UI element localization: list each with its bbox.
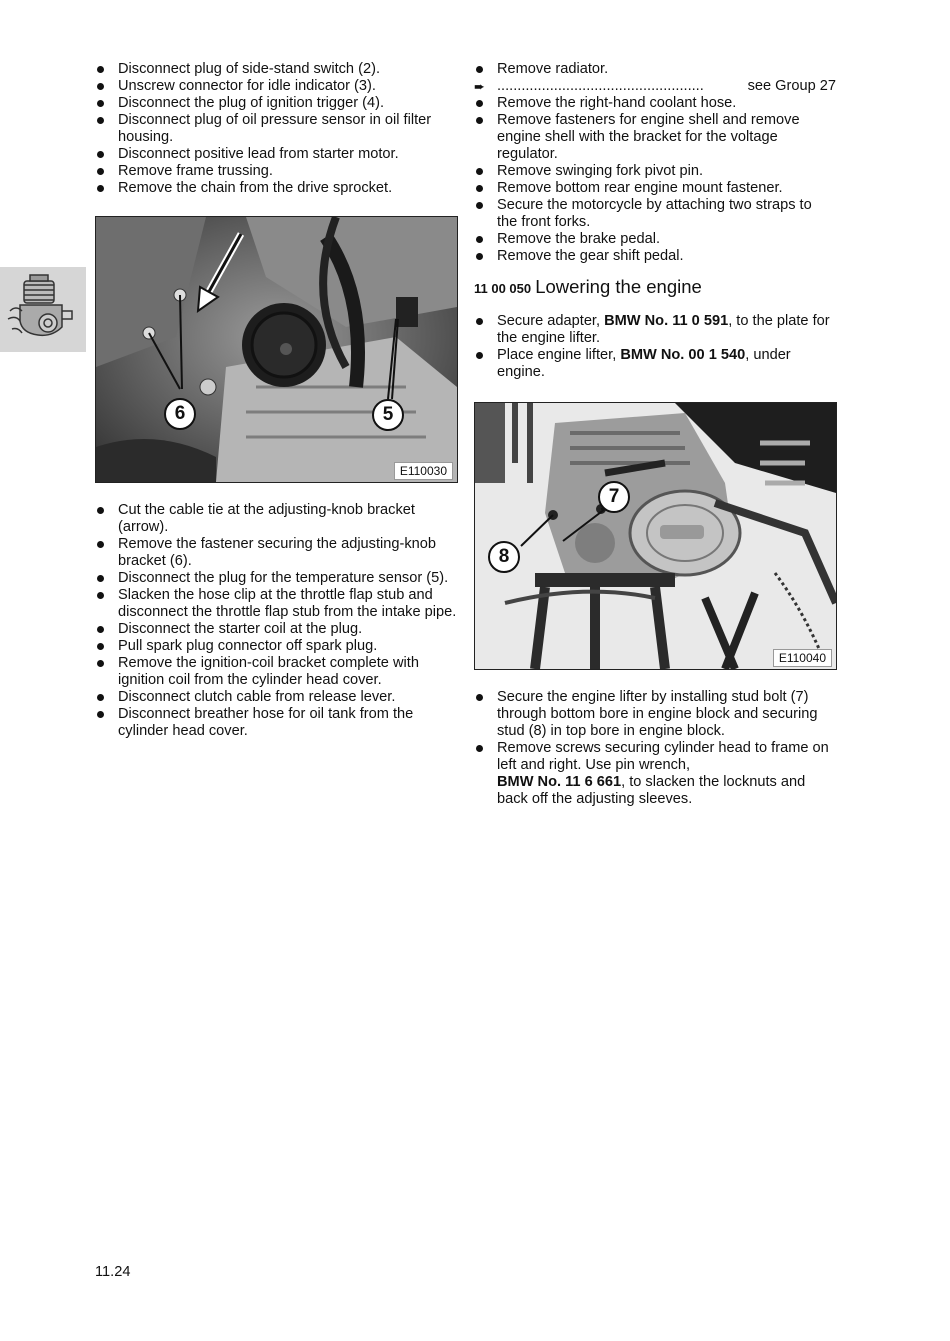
list-item: Remove the fastener securing the adjusting-knob bracket (6). (95, 536, 457, 570)
right-top-step-list (474, 61, 836, 265)
list-item: Remove fasteners for engine shell and remove engine shell with the bracket for the voltage regulator. (474, 112, 836, 163)
list-item: Remove the right-hand coolant hose. (474, 95, 836, 112)
engine-photo-e110040 (474, 402, 837, 670)
reference-dots: ................................................... (497, 78, 704, 94)
list-item: Secure adapter, BMW No. 11 0 591, to the plate for the engine lifter. (474, 313, 836, 347)
list-item: Pull spark plug connector off spark plug. (95, 638, 457, 655)
list-item: Remove the brake pedal. (474, 231, 836, 248)
reference-target: see Group 27 (747, 78, 836, 94)
list-item: Remove the chain from the drive sprocket. (95, 180, 457, 197)
engine-photo-illustration (96, 217, 457, 482)
list-item: Remove the gear shift pedal. (474, 248, 836, 265)
right-column (474, 61, 836, 381)
callout-6: 6 (164, 398, 196, 430)
engine-icon (0, 267, 86, 352)
list-item: Disconnect clutch cable from release lever. (95, 689, 457, 706)
list-item: Remove swinging fork pivot pin. (474, 163, 836, 180)
list-item: Unscrew connector for idle indicator (3). (95, 78, 457, 95)
final-step-list (474, 689, 836, 808)
left-top-step-list (95, 61, 457, 197)
callout-8: 8 (488, 541, 520, 573)
right-bottom-column (474, 689, 836, 808)
chapter-tab (0, 267, 86, 352)
list-item: Disconnect positive lead from starter motor. (95, 146, 457, 163)
callout-7: 7 (598, 481, 630, 513)
part-number: BMW No. 00 1 540 (620, 347, 746, 363)
reference-arrow-icon: ➨ (474, 79, 485, 94)
left-bottom-column (95, 502, 457, 740)
lowering-step-list (474, 313, 836, 381)
list-item: Disconnect the plug for the temperature sensor (5). (95, 570, 457, 587)
list-item: Remove the ignition-coil bracket complete with ignition coil from the cylinder head cover. (95, 655, 457, 689)
list-item: Remove frame trussing. (95, 163, 457, 180)
list-item: Slacken the hose clip at the throttle flap stub and disconnect the throttle flap stub from the intake pipe. (95, 587, 457, 621)
callout-5: 5 (372, 399, 404, 431)
list-item: Secure the motorcycle by attaching two straps to the front forks. (474, 197, 836, 231)
list-item: Disconnect the starter coil at the plug. (95, 621, 457, 638)
section-heading (474, 277, 836, 299)
engine-photo-e110030 (95, 216, 458, 483)
left-bottom-step-list (95, 502, 457, 740)
left-column (95, 61, 457, 197)
engine-lifter-illustration (475, 403, 836, 669)
list-item: Place engine lifter, BMW No. 00 1 540, under engine. (474, 347, 836, 381)
list-item: Disconnect plug of oil pressure sensor in oil filter housing. (95, 112, 457, 146)
list-item: Disconnect plug of side-stand switch (2). (95, 61, 457, 78)
list-item: Remove bottom rear engine mount fastener. (474, 180, 836, 197)
list-item: Cut the cable tie at the adjusting-knob bracket (arrow). (95, 502, 457, 536)
list-item: Disconnect the plug of ignition trigger (4). (95, 95, 457, 112)
figure-code: E110030 (394, 462, 453, 480)
cross-reference (474, 78, 836, 95)
page-number: 11.24 (95, 1264, 131, 1280)
section-title: Lowering the engine (535, 276, 702, 297)
figure-code: E110040 (773, 649, 832, 667)
section-number: 11 00 050 (474, 281, 532, 296)
list-item: Secure the engine lifter by installing stud bolt (7) through bottom bore in engine block and securing stud (8) in top bore in engine block. (474, 689, 836, 740)
part-number: BMW No. 11 6 661 (497, 774, 622, 790)
list-item: Remove screws securing cylinder head to frame on left and right. Use pin wrench, BMW No. 11 6 661, to slacken the locknuts and back off the adjusting sleeves. (474, 740, 836, 808)
list-item: Disconnect breather hose for oil tank from the cylinder head cover. (95, 706, 457, 740)
part-number: BMW No. 11 0 591 (604, 313, 729, 329)
list-item: Remove radiator. (474, 61, 836, 78)
